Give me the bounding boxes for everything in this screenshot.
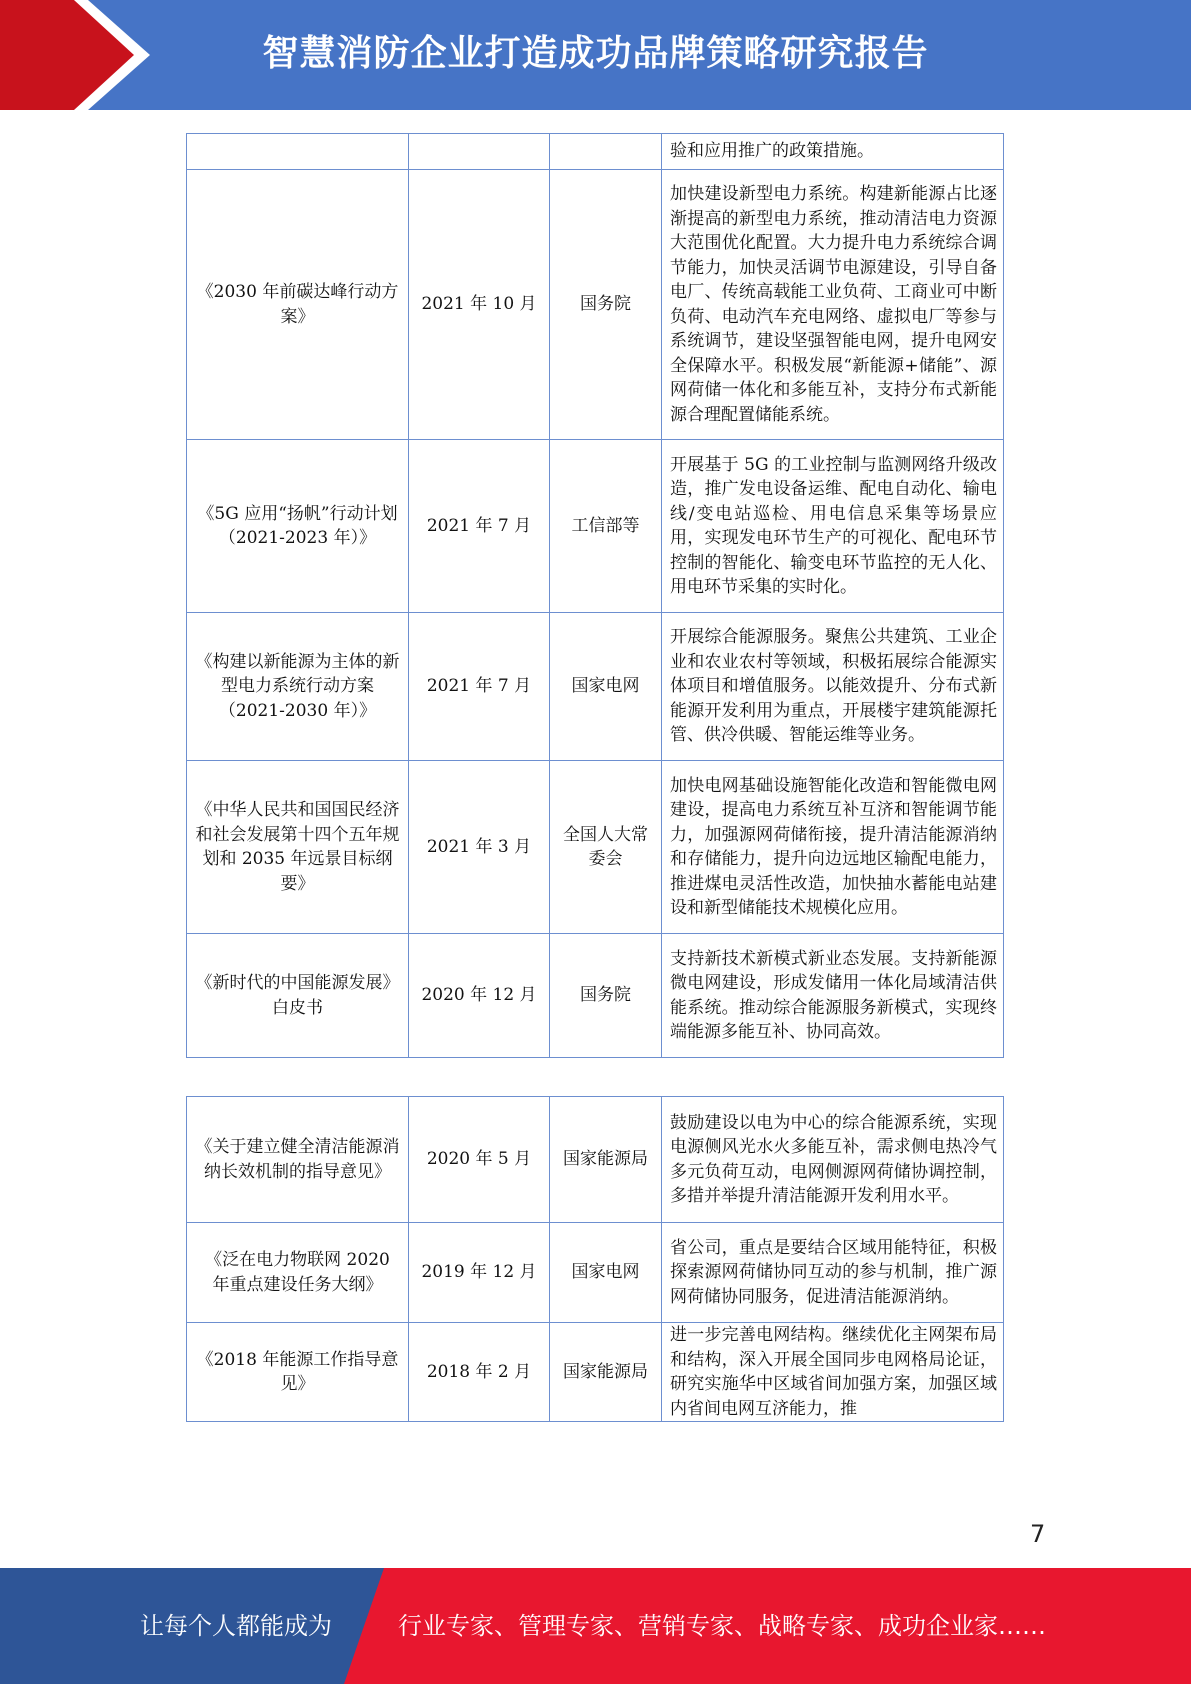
policy-issuer-cell bbox=[550, 134, 662, 170]
table-row bbox=[187, 613, 1004, 761]
table-row bbox=[187, 1223, 1004, 1323]
policy-date-cell: 2021 年 3 月 bbox=[409, 761, 550, 934]
policy-name-cell: 《关于建立健全清洁能源消纳长效机制的指导意见》 bbox=[187, 1097, 409, 1223]
policy-issuer-cell: 国家电网 bbox=[550, 1223, 662, 1323]
policy-date-cell: 2021 年 10 月 bbox=[409, 170, 550, 440]
policy-date-cell: 2021 年 7 月 bbox=[409, 440, 550, 613]
policy-name-cell: 《5G 应用“扬帆”行动计划（2021-2023 年）》 bbox=[187, 440, 409, 613]
policy-content-cell: 进一步完善电网结构。继续优化主网架布局和结构，深入开展全国同步电网格局论证，研究实施华中区域省间加强方案，加强区域内省间电网互济能力，推 bbox=[662, 1323, 1004, 1422]
policy-table-bottom bbox=[186, 1096, 1004, 1422]
policy-content-cell: 省公司，重点是要结合区域用能特征，积极探索源网荷储协同互动的参与机制，推广源网荷储协同服务，促进清洁能源消纳。 bbox=[662, 1223, 1004, 1323]
page-title: 智慧消防企业打造成功品牌策略研究报告 bbox=[262, 33, 929, 74]
table-row bbox=[187, 1097, 1004, 1223]
policy-issuer-cell: 全国人大常委会 bbox=[550, 761, 662, 934]
page-header bbox=[0, 0, 1191, 110]
table-row bbox=[187, 761, 1004, 934]
policy-issuer-cell: 国家能源局 bbox=[550, 1097, 662, 1223]
policy-content-cell: 开展基于 5G 的工业控制与监测网络升级改造，推广发电设备运维、配电自动化、输电线/变电站巡检、用电信息采集等场景应用，实现发电环节生产的可视化、配电环节控制的智能化、输变电环节监控的无人化、用电环节采集的实时化。 bbox=[662, 440, 1004, 613]
policy-date-cell: 2020 年 12 月 bbox=[409, 934, 550, 1058]
policy-content-cell: 开展综合能源服务。聚焦公共建筑、工业企业和农业农村等领域，积极拓展综合能源实体项目和增值服务。以能效提升、分布式新能源开发利用为重点，开展楼宇建筑能源托管、供冷供暖、智能运维等业务。 bbox=[662, 613, 1004, 761]
policy-date-cell: 2018 年 2 月 bbox=[409, 1323, 550, 1422]
table-row bbox=[187, 170, 1004, 440]
policy-date-cell: 2019 年 12 月 bbox=[409, 1223, 550, 1323]
footer-slogan-left: 让每个人都能成为 bbox=[140, 1612, 332, 1640]
policy-date-cell: 2020 年 5 月 bbox=[409, 1097, 550, 1223]
policy-name-cell: 《构建以新能源为主体的新型电力系统行动方案（2021-2030 年）》 bbox=[187, 613, 409, 761]
table-row bbox=[187, 1323, 1004, 1422]
policy-name-cell bbox=[187, 134, 409, 170]
policy-issuer-cell: 国务院 bbox=[550, 934, 662, 1058]
policy-issuer-cell: 国家电网 bbox=[550, 613, 662, 761]
policy-issuer-cell: 工信部等 bbox=[550, 440, 662, 613]
table-row bbox=[187, 934, 1004, 1058]
table-row bbox=[187, 134, 1004, 170]
table-row bbox=[187, 440, 1004, 613]
policy-content-cell: 鼓励建设以电为中心的综合能源系统，实现电源侧风光水火多能互补，需求侧电热冷气多元负荷互动，电网侧源网荷储协调控制，多措并举提升清洁能源开发利用水平。 bbox=[662, 1097, 1004, 1223]
page-number: 7 bbox=[1030, 1520, 1046, 1548]
policy-date-cell: 2021 年 7 月 bbox=[409, 613, 550, 761]
policy-content-cell: 加快建设新型电力系统。构建新能源占比逐渐提高的新型电力系统，推动清洁电力资源大范围优化配置。大力提升电力系统综合调节能力，加快灵活调节电源建设，引导自备电厂、传统高载能工业负荷、工商业可中断负荷、电动汽车充电网络、虚拟电厂等参与系统调节，建设坚强智能电网，提升电网安全保障水平。积极发展“新能源+储能”、源网荷储一体化和多能互补，支持分布式新能源合理配置储能系统。 bbox=[662, 170, 1004, 440]
policy-date-cell bbox=[409, 134, 550, 170]
policy-name-cell: 《中华人民共和国国民经济和社会发展第十四个五年规划和 2035 年远景目标纲要》 bbox=[187, 761, 409, 934]
policy-content-cell: 验和应用推广的政策措施。 bbox=[662, 134, 1004, 170]
policy-name-cell: 《2018 年能源工作指导意见》 bbox=[187, 1323, 409, 1422]
policy-content-cell: 支持新技术新模式新业态发展。支持新能源微电网建设，形成发储用一体化局域清洁供能系统。推动综合能源服务新模式，实现终端能源多能互补、协同高效。 bbox=[662, 934, 1004, 1058]
page-footer bbox=[0, 1568, 1191, 1684]
policy-issuer-cell: 国务院 bbox=[550, 170, 662, 440]
policy-name-cell: 《泛在电力物联网 2020 年重点建设任务大纲》 bbox=[187, 1223, 409, 1323]
footer-slogan-right: 行业专家、管理专家、营销专家、战略专家、成功企业家…… bbox=[398, 1612, 1046, 1640]
policy-content-cell: 加快电网基础设施智能化改造和智能微电网建设，提高电力系统互补互济和智能调节能力，加强源网荷储衔接，提升清洁能源消纳和存储能力，提升向边远地区输配电能力，推进煤电灵活性改造，加快抽水蓄能电站建设和新型储能技术规模化应用。 bbox=[662, 761, 1004, 934]
policy-name-cell: 《新时代的中国能源发展》白皮书 bbox=[187, 934, 409, 1058]
policy-name-cell: 《2030 年前碳达峰行动方案》 bbox=[187, 170, 409, 440]
policy-table-top bbox=[186, 133, 1004, 1058]
policy-issuer-cell: 国家能源局 bbox=[550, 1323, 662, 1422]
